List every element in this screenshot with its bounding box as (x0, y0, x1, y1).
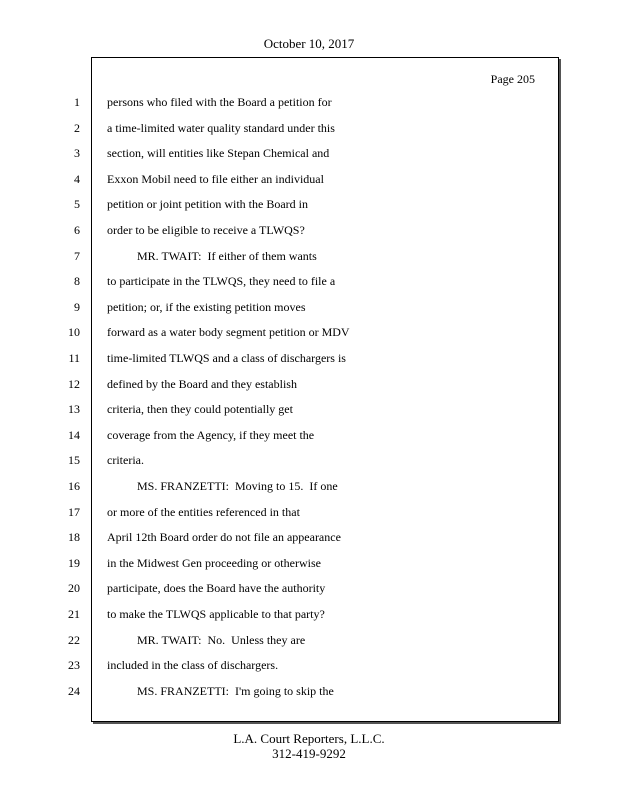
line-number: 18 (68, 530, 80, 544)
line-text: or more of the entities referenced in that (107, 505, 300, 519)
line-number: 22 (68, 633, 80, 647)
line-number: 4 (74, 172, 80, 186)
line-text: in the Midwest Gen proceeding or otherwise (107, 556, 321, 570)
line-text: to make the TLWQS applicable to that party? (107, 607, 325, 621)
line-text: criteria, then they could potentially get (107, 402, 293, 416)
line-text: Exxon Mobil need to file either an individual (107, 172, 324, 186)
line-number: 13 (68, 402, 80, 416)
line-number: 3 (74, 146, 80, 160)
line-text: section, will entities like Stepan Chemical and (107, 146, 330, 160)
line-text: included in the class of dischargers. (107, 658, 279, 672)
line-text: petition; or, if the existing petition moves (107, 300, 306, 314)
line-text: MR. TWAIT: No. Unless they are (107, 633, 306, 647)
line-number: 12 (68, 377, 80, 391)
line-number: 20 (68, 581, 80, 595)
line-text: order to be eligible to receive a TLWQS? (107, 223, 305, 237)
line-text: April 12th Board order do not file an appearance (107, 530, 341, 544)
line-number: 14 (68, 428, 80, 442)
line-number: 2 (74, 121, 80, 135)
header-date: October 10, 2017 (263, 36, 355, 51)
line-text: forward as a water body segment petition or MDV (107, 325, 350, 339)
line-text: time-limited TLWQS and a class of dischargers is (107, 351, 346, 365)
line-number: 1 (74, 95, 80, 109)
line-number: 15 (68, 453, 80, 467)
line-text: MS. FRANZETTI: I'm going to skip the (107, 684, 334, 698)
page-number: Page 205 (490, 72, 535, 86)
line-number: 24 (68, 684, 80, 698)
line-number: 17 (68, 505, 80, 519)
line-number: 16 (68, 479, 80, 493)
line-text: participate, does the Board have the authority (107, 581, 326, 595)
line-number: 10 (68, 325, 80, 339)
line-text: a time-limited water quality standard under this (107, 121, 335, 135)
line-text: MS. FRANZETTI: Moving to 15. If one (107, 479, 338, 493)
line-text: defined by the Board and they establish (107, 377, 297, 391)
line-number: 7 (74, 249, 80, 263)
footer-phone: 312-419-9292 (272, 746, 346, 761)
line-number: 5 (74, 197, 80, 211)
line-number: 6 (74, 223, 80, 237)
line-text: coverage from the Agency, if they meet the (107, 428, 315, 442)
line-number: 11 (68, 351, 80, 365)
line-text: criteria. (107, 453, 144, 467)
footer-company: L.A. Court Reporters, L.L.C. (233, 731, 385, 746)
line-number: 21 (68, 607, 80, 621)
line-number: 23 (68, 658, 80, 672)
line-text: persons who filed with the Board a petition for (107, 95, 332, 109)
line-text: MR. TWAIT: If either of them wants (107, 249, 317, 263)
line-text: to participate in the TLWQS, they need to file a (107, 274, 336, 288)
line-number: 8 (74, 274, 80, 288)
line-text: petition or joint petition with the Board in (107, 197, 308, 211)
line-number: 9 (74, 300, 80, 314)
line-number: 19 (68, 556, 80, 570)
